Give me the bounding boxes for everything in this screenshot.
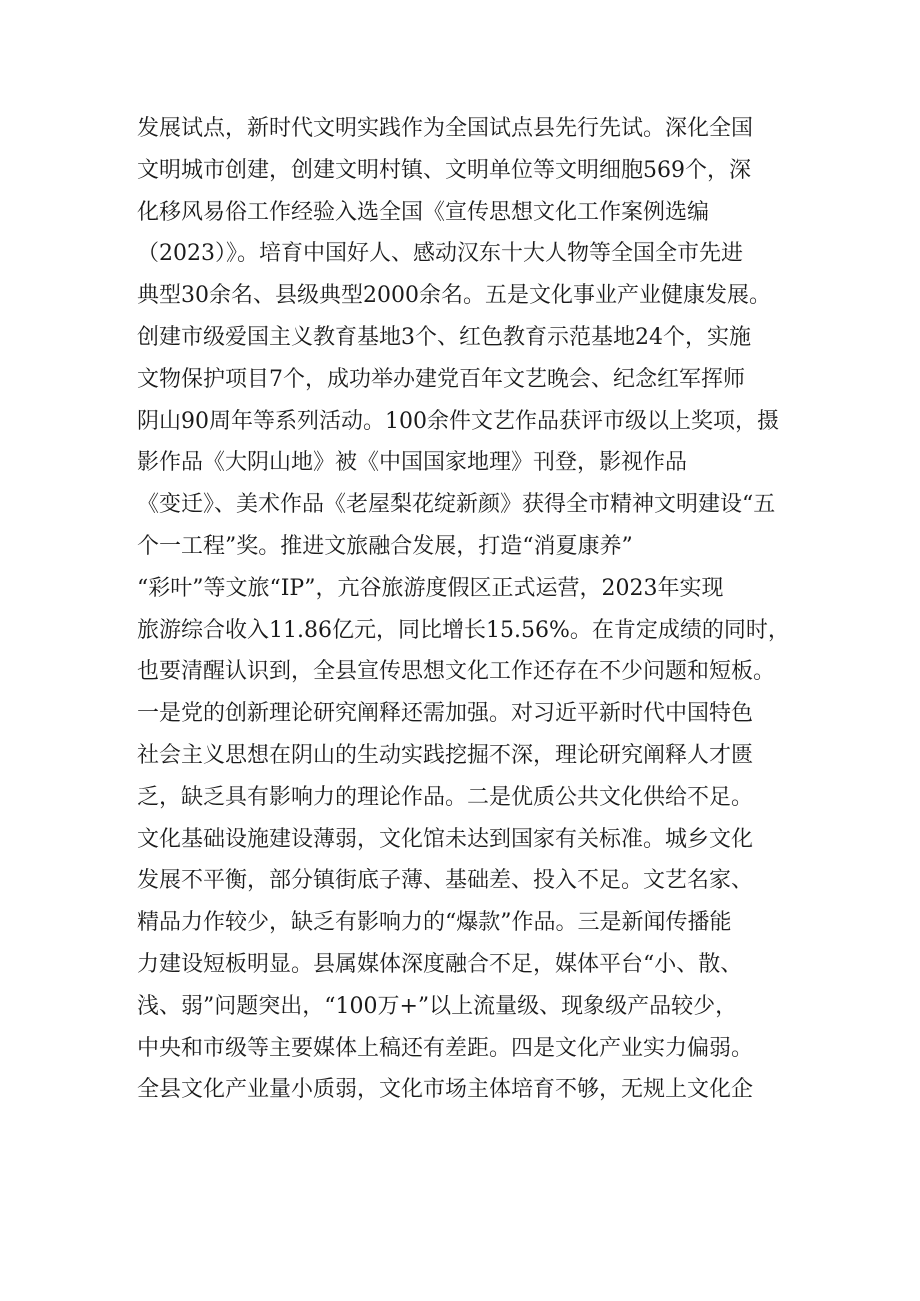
text-line: 创建市级爱国主义教育基地3个、红色教育示范基地24个，实施 <box>137 324 751 350</box>
text-line: 文化基础设施建设薄弱，文化馆未达到国家有关标准。城乡文化 <box>137 826 754 852</box>
text-line: 典型30余名、县级典型2000余名。五是文化事业产业健康发展。 <box>137 283 771 309</box>
text-line: 一是党的创新理论研究阐释还需加强。对习近平新时代中国特色 <box>137 701 754 727</box>
text-line: “彩叶”等文旅“IP”，亢谷旅游度假区正式运营，2023年实现 <box>137 575 724 601</box>
text-line: 社会主义思想在阴山的生动实践挖掘不深，理论研究阐释人才匮 <box>137 742 754 768</box>
text-line: 全县文化产业量小质弱，文化市场主体培育不够，无规上文化企 <box>137 1077 754 1103</box>
text-line: 个一工程”奖。推进文旅融合发展，打造“消夏康养” <box>137 533 633 559</box>
text-line: 乏，缺乏具有影响力的理论作品。二是优质公共文化供给不足。 <box>137 784 754 810</box>
text-line: 文物保护项目7个，成功举办建党百年文艺晚会、纪念红军挥师 <box>137 366 745 392</box>
text-line: 精品力作较少，缺乏有影响力的“爆款”作品。三是新闻传播能 <box>137 910 732 936</box>
text-line: 发展试点，新时代文明实践作为全国试点县先行先试。深化全国 <box>137 116 754 141</box>
text-line: 化移风易俗工作经验入选全国《宣传思想文化工作案例选编 <box>137 199 710 225</box>
body-text <box>137 108 797 1111</box>
text-line: （2023）》。培育中国好人、感动汉东十大人物等全国全市先进 <box>137 241 743 267</box>
text-line: 力建设短板明显。县属媒体深度融合不足，媒体平台“小、散、 <box>137 951 743 977</box>
text-line: 阴山90周年等系列活动。100余件文艺作品获评市级以上奖项，摄 <box>137 408 779 434</box>
text-line: 《变迁》、美术作品《老屋梨花绽新颜》获得全市精神文明建设“五 <box>137 492 776 518</box>
text-line: 影作品《大阴山地》被《中国国家地理》刊登，影视作品 <box>137 450 688 476</box>
text-line: 发展不平衡，部分镇街底子薄、基础差、投入不足。文艺名家、 <box>137 868 754 894</box>
text-line: 浅、弱”问题突出，“100万+”以上流量级、现象级产品较少， <box>137 993 738 1019</box>
text-line: 文明城市创建，创建文明村镇、文明单位等文明细胞569个，深 <box>137 157 751 183</box>
text-line: 旅游综合收入11.86亿元，同比增长15.56%。在肯定成绩的同时， <box>137 617 790 643</box>
text-line: 也要清醒认识到，全县宣传思想文化工作还存在不少问题和短板。 <box>137 659 776 685</box>
text-line: 中央和市级等主要媒体上稿还有差距。四是文化产业实力偏弱。 <box>137 1035 754 1061</box>
